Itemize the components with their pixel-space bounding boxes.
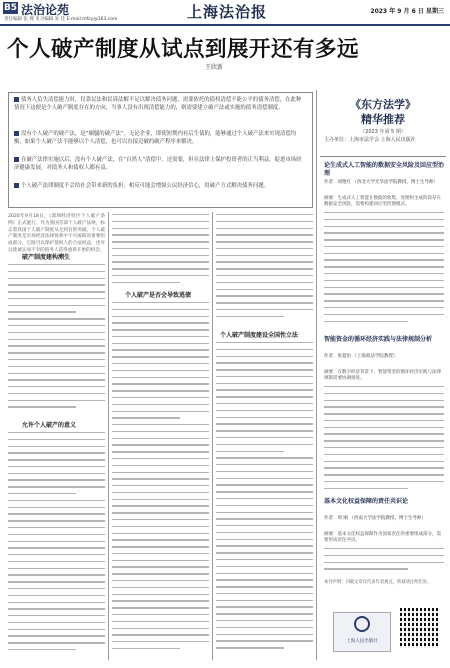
sidebar-text-block (324, 212, 444, 330)
body-text-block (216, 214, 313, 326)
issue-date: 2023 年 9 月 6 日 星期三 (370, 8, 444, 15)
column-divider (108, 212, 109, 660)
sidebar-article-title: 论生成式人工智能的数据安全风险及回应型治理 (324, 162, 445, 177)
sidebar-article-author: 作者：张夏恒 （上海政法学院教授） (324, 354, 398, 359)
sidebar-subtitle: 精华推荐 (361, 113, 405, 126)
section-heading: 个人破产制度建设全国性立法 (220, 332, 299, 339)
sidebar-article-title: 基本文化权益保障的责任共识论 (324, 498, 409, 505)
sidebar-text-block (324, 548, 444, 578)
square-bullet-icon (14, 97, 19, 102)
square-bullet-icon (14, 157, 19, 162)
page-header (0, 0, 450, 26)
section-heading: 破产制度建构溯生 (22, 254, 71, 261)
article-headline: 个人破产制度从试点到展开还有多远 (7, 37, 360, 62)
sidebar-editor: 主办单位：上海市法学会 上海人民出版社 (324, 137, 416, 143)
sidebar-article-abstract: 摘要：在数字经济背景下，智能资金的循环经济实践与法律规制需要协调推进。 (324, 370, 441, 382)
sidebar-divider (316, 90, 317, 660)
sidebar-article-abstract: 摘要：基本文化权益保障作为国家责任的重要组成部分，需要形成责任共识。 (324, 532, 441, 544)
body-text-block (8, 432, 105, 658)
body-text-block (112, 302, 209, 658)
column-divider (212, 212, 213, 660)
staff-line: 责任编辑 张 理 见习编辑 朱 佳 E-mail:mfzy@163.com (4, 17, 118, 22)
body-intro: 2020年9月18日，《深圳经济特区个人破产条例》正式施行，作为我国首部个人破产法规，标志着我国个人破产制度从无到有的突破。个人破产制度是市场经济法律体系中不可或缺的重要组成部分，它既可以保护债权人的合法权益，也可以使诚实而不幸的债务人获得重新开始的机会。 (8, 214, 105, 253)
abstract-item: 债务人负失清偿能力时，仅靠民法和民诉法解不足以解决债务问题，需要依托的债权清偿不能公平的债务清偿，在此种情况下这便是个人破产制度存在的方向，当事人没有出现清偿能力的，则需要建立破产法或实施的债务清偿制度。 (14, 97, 302, 111)
section-heading: 个人破产是否会导致逃债 (125, 292, 192, 299)
publisher-name: 上海人民出版社 (346, 639, 378, 644)
body-text-block (112, 214, 209, 286)
sidebar-issue: （2023 年第 5 期） (360, 129, 406, 135)
body-text-block (216, 342, 313, 658)
sidebar-rule (320, 156, 446, 157)
section-name: 法治论苑 (21, 3, 70, 17)
article-author: 王欣新 (205, 64, 224, 71)
qr-code-pattern (400, 608, 440, 648)
sidebar-footer-note: 本刊声明：刊载文章仅代表作者观点，转载请注明出处。 (324, 580, 432, 585)
abstract-item: 没有个人破产的破产法，是“瘸腿的破产法”。无论企业，即使短期内有后生债的，能够通过个人破产法来实现清偿均衡，如果个人破产法不能够以个人清偿，也可以直接迈破的破产程序来解决。 (14, 131, 297, 145)
section-number: B5 (3, 3, 18, 13)
sidebar-article-author: 作者：周 刚 （西南大学法学院教授，博士生导师） (324, 516, 426, 521)
sidebar-article-author: 作者：刘艳红 （西北大学光华法学院教授，博士生导师） (324, 180, 438, 185)
sidebar-text-block (324, 386, 444, 492)
publisher-emblem-icon (354, 616, 370, 632)
sidebar-article-title: 智能资金的循环经济实践与法律规制分析 (324, 336, 433, 343)
abstract-item: 在破产法律实施以后，没有个人破产法，在“自然人”清偿中，还需要，但在法律上保护投资者的正当利益，促进市场经济健康发展，对债务人和债权人都有益。 (14, 157, 302, 171)
square-bullet-icon (14, 183, 19, 188)
sidebar-article-abstract: 摘要：生成式人工智能在数据的收集、处理和生成阶段存在数据安全风险，需要构建回应型治理模式。 (324, 196, 441, 208)
sidebar-title: 《东方法学》 (350, 98, 416, 111)
abstract-item: 个人破产法律制度不会给社会带来新的负担，相反可能会增强公民经济信心，用破产方式解决债务问题。 (14, 183, 306, 191)
square-bullet-icon (14, 131, 19, 136)
journal-recommendation-sidebar (320, 90, 446, 660)
body-text-block (8, 264, 105, 414)
section-heading: 允许个人破产的意义 (22, 422, 77, 429)
newspaper-masthead: 上海法治报 (187, 3, 268, 21)
abstract-box (8, 92, 313, 208)
